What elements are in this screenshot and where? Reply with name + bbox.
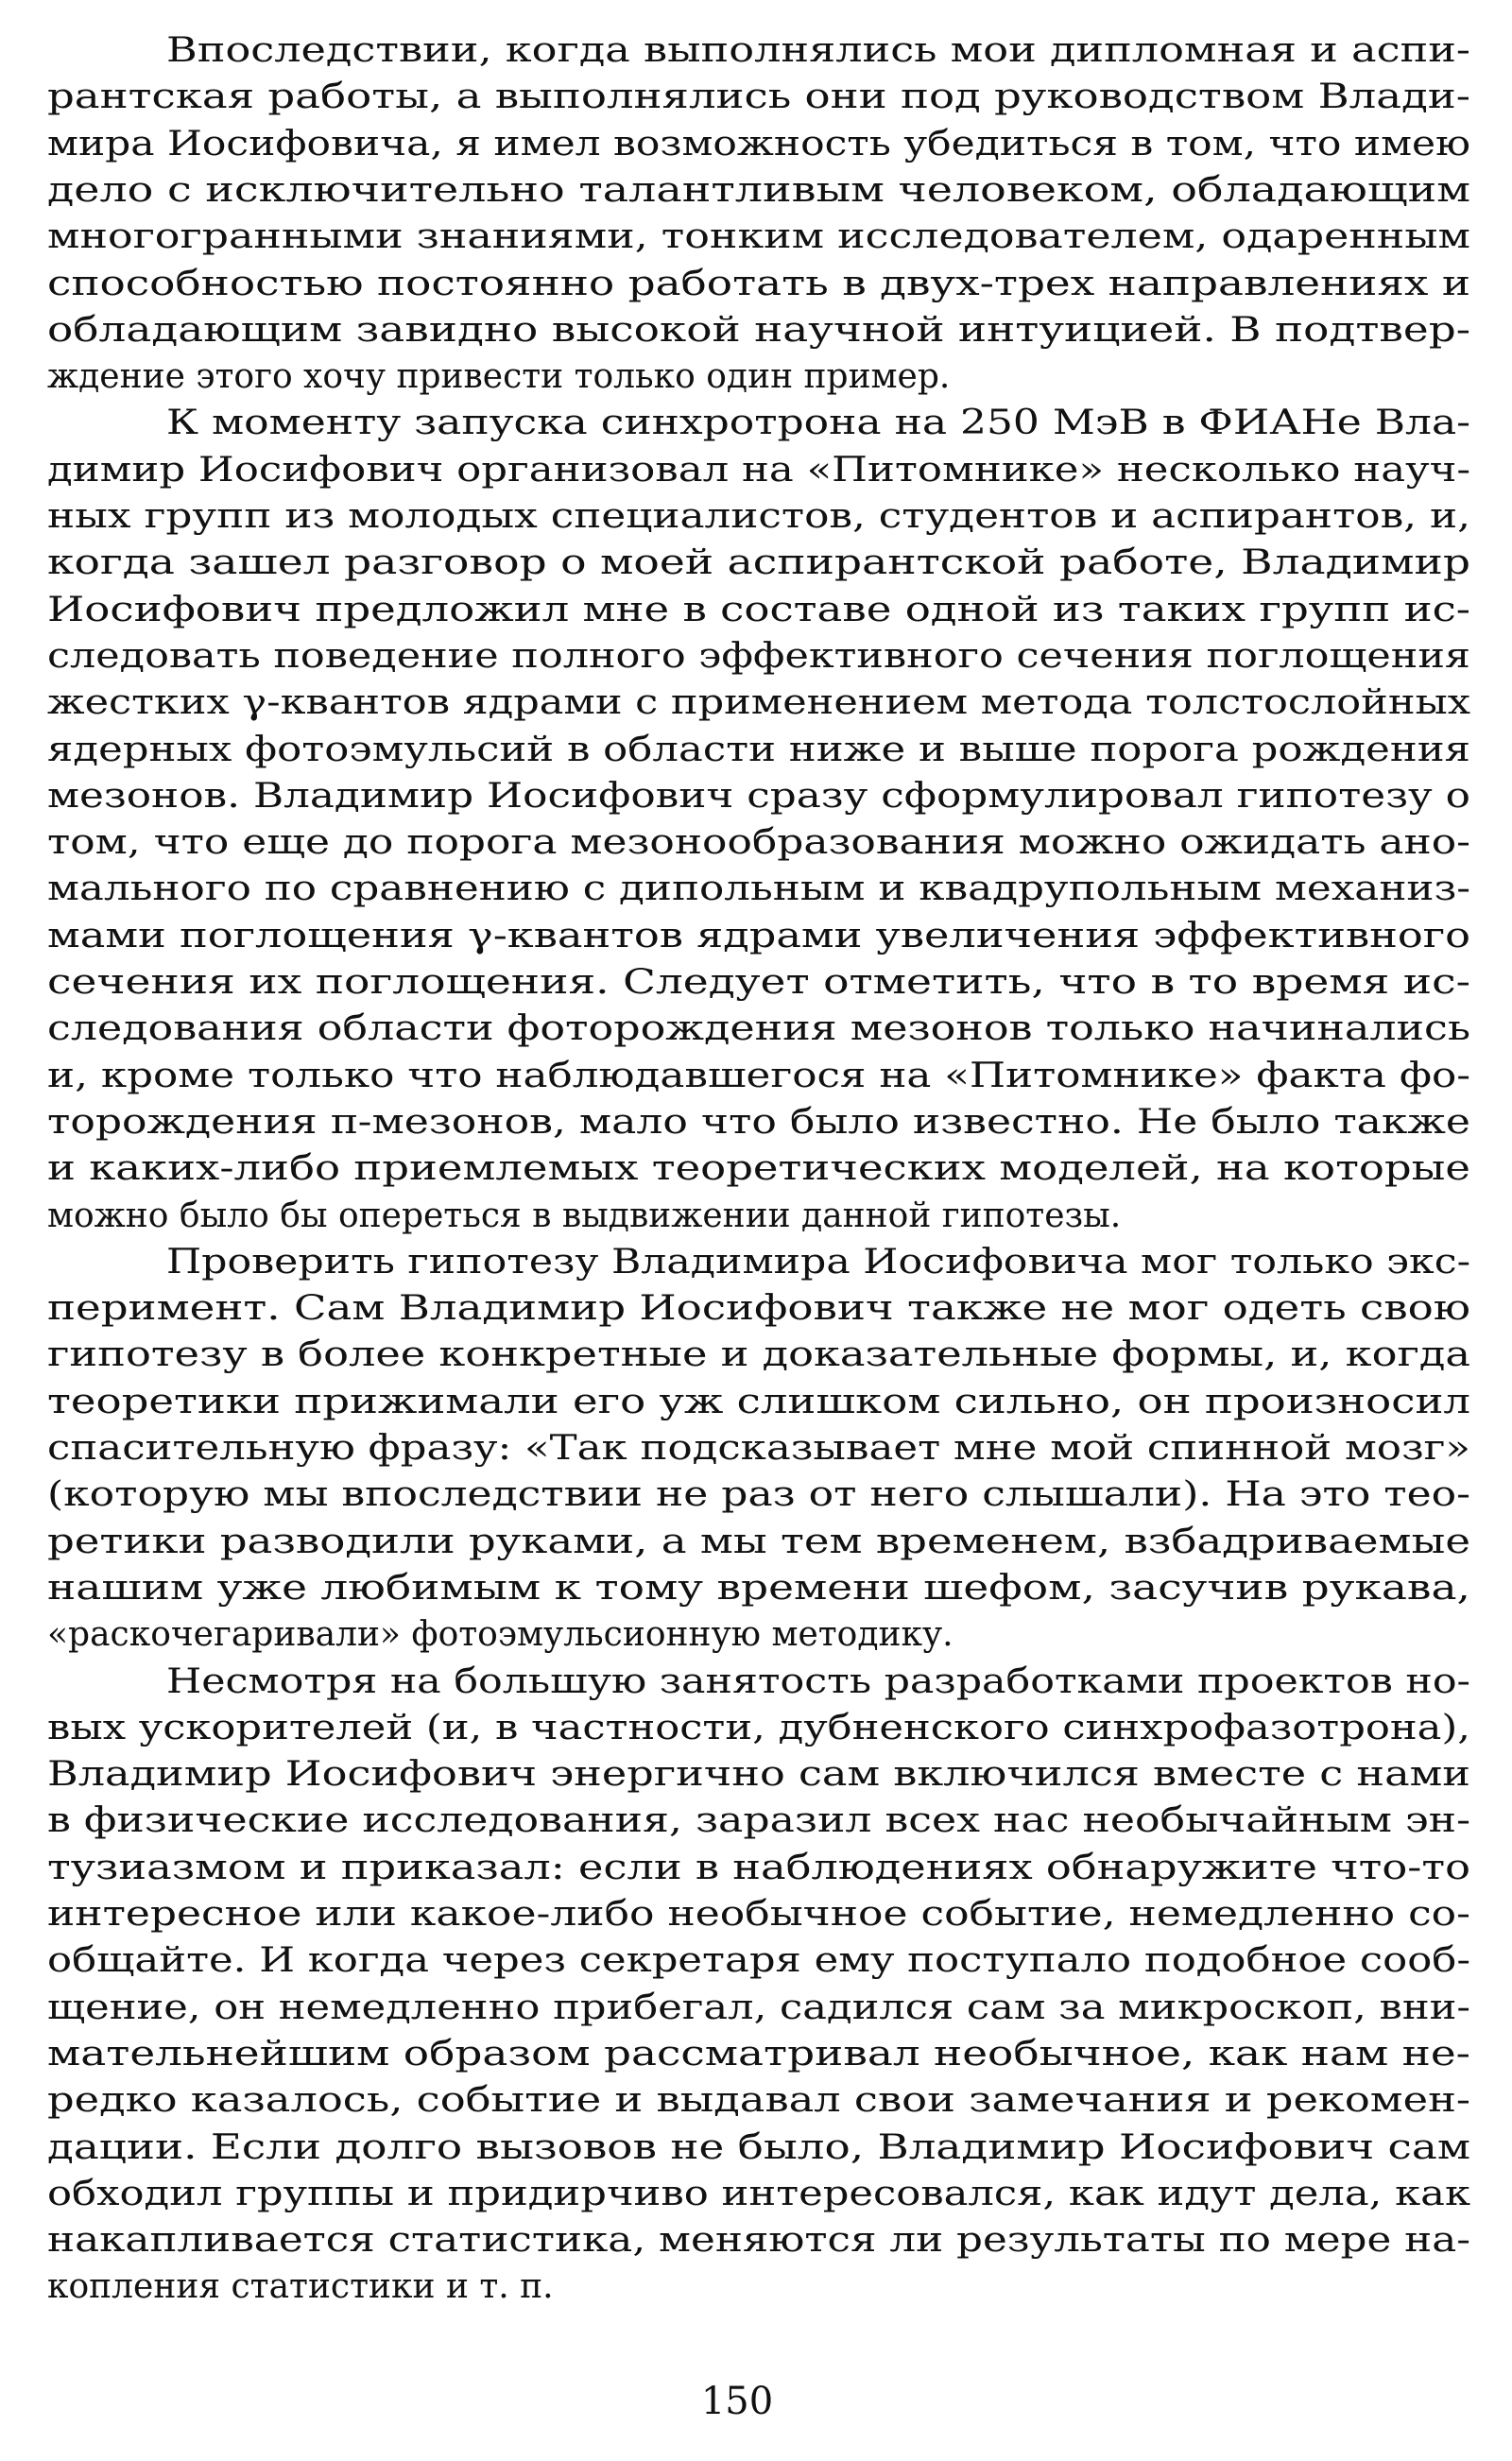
text-line	[0, 1100, 1512, 1145]
text-line-content: Иосифович предложил мне в составе одной из таких групп ис-	[47, 590, 1470, 629]
text-line-content: следования области фоторождения мезонов только начинались	[47, 1009, 1470, 1049]
text-line-content: жестких γ-квантов ядрами с применением метода толстослойных	[47, 683, 1470, 723]
text-line-content: мательнейшим образом рассматривал необычное, как нам не-	[47, 2034, 1470, 2074]
text-line	[0, 1892, 1512, 1937]
text-line-content: ретики разводили руками, а мы тем временем, взбадриваемые	[47, 1522, 1470, 1561]
text-line	[0, 28, 1512, 74]
text-line-content: мами поглощения γ-квантов ядрами увеличения эффективного	[47, 916, 1470, 955]
text-line	[0, 262, 1512, 307]
text-line-content: многогранными знаниями, тонким исследователем, одаренным	[47, 217, 1470, 257]
text-line	[0, 2264, 1512, 2310]
text-line	[0, 2218, 1512, 2263]
text-line-content: общайте. И когда через секретаря ему поступало подобное сооб-	[47, 1941, 1470, 1981]
text-line-content: сечения их поглощения. Следует отметить, что в то время ис-	[47, 963, 1470, 1002]
text-line-content: (которую мы впоследствии не раз от него слышали). На это тео-	[47, 1475, 1471, 1515]
text-line-content: редко казалось, событие и выдавал свои замечания и рекомен-	[47, 2081, 1470, 2121]
text-line	[0, 1194, 1512, 1239]
text-line	[0, 1660, 1512, 1705]
text-line-content: Проверить гипотезу Владимира Иосифовича мог только экс-	[166, 1242, 1470, 1282]
text-line-content: и каких-либо приемлемых теоретических моделей, на которые	[47, 1149, 1470, 1189]
text-line-content: способностью постоянно работать в двух-трех направлениях и	[47, 264, 1470, 303]
text-line-content: димир Иосифович организовал на «Питомнике» несколько науч-	[47, 450, 1470, 490]
text-line	[0, 1566, 1512, 1611]
text-line	[0, 680, 1512, 726]
text-line	[0, 2125, 1512, 2171]
page-number: 150	[700, 2380, 774, 2423]
text-line	[0, 541, 1512, 586]
text-line-content: дации. Если долго вызовов не было, Владимир Иосифович сам	[47, 2127, 1470, 2167]
text-line-content: «раскочегаривали» фотоэмульсионную методику.	[47, 1615, 954, 1655]
text-line-content: Несмотря на большую занятость разработками проектов но-	[166, 1661, 1470, 1701]
text-line-content: накапливается статистика, меняются ли результаты по мере на-	[47, 2221, 1470, 2261]
text-line	[0, 494, 1512, 540]
text-line	[0, 1146, 1512, 1192]
text-line	[0, 728, 1512, 773]
text-line	[0, 1798, 1512, 1844]
text-line-content: тузиазмом и приказал: если в наблюдениях обнаружите что-то	[47, 1848, 1470, 1887]
text-line	[0, 401, 1512, 446]
text-line	[0, 1426, 1512, 1471]
text-line-content: ных групп из молодых специалистов, студентов и аспирантов, и,	[47, 497, 1471, 536]
text-line-content: вых ускорителей (и, в частности, дубненского синхрофазотрона),	[47, 1708, 1470, 1747]
text-line	[0, 867, 1512, 912]
text-line-content: рантская работы, а выполнялись они под руководством Влади-	[47, 77, 1470, 117]
text-line-content: гипотезу в более конкретные и доказательные формы, и, когда	[47, 1335, 1470, 1375]
text-line-content: нашим уже любимым к тому времени шефом, засучив рукава,	[47, 1568, 1470, 1608]
text-line	[0, 774, 1512, 819]
text-line	[0, 122, 1512, 167]
text-line-content: копления статистики и т. п.	[47, 2267, 554, 2307]
text-line	[0, 308, 1512, 353]
text-line-content: обходил группы и придирчиво интересовался, как идут дела, как	[47, 2174, 1470, 2213]
text-line-content: можно было бы опереться в выдвижении данной гипотезы.	[47, 1196, 1122, 1235]
text-line-content: спасительную фразу: «Так подсказывает мне мой спинной мозг»	[47, 1429, 1470, 1468]
text-line-content: когда зашел разговор о моей аспирантской работе, Владимир	[47, 543, 1470, 583]
text-line	[0, 1054, 1512, 1099]
text-line	[0, 1612, 1512, 1658]
text-line	[0, 1520, 1512, 1565]
text-line	[0, 354, 1512, 400]
text-line-content: следовать поведение полного эффективного сечения поглощения	[47, 636, 1470, 676]
text-line-content: ядерных фотоэмульсий в области ниже и выше порога рождения	[47, 730, 1471, 769]
text-line	[0, 914, 1512, 959]
text-line-content: в физические исследования, заразил всех нас необычайным эн-	[47, 1801, 1470, 1841]
text-line-content: К моменту запуска синхротрона на 250 МэВ в ФИАНе Вла-	[166, 404, 1470, 443]
text-line-content: перимент. Сам Владимир Иосифович также не мог одеть свою	[47, 1289, 1470, 1329]
text-line-content: теоретики прижимали его уж слишком сильно, он произносил	[47, 1382, 1470, 1421]
text-line-content: Владимир Иосифович энергично сам включился вместе с нами	[47, 1755, 1470, 1795]
text-line	[0, 1333, 1512, 1378]
text-line	[0, 168, 1512, 214]
text-line	[0, 1986, 1512, 2031]
text-line	[0, 448, 1512, 493]
text-line	[0, 588, 1512, 633]
text-line-content: мезонов. Владимир Иосифович сразу сформулировал гипотезу о	[47, 776, 1470, 816]
text-line	[0, 1846, 1512, 1891]
text-line	[0, 1240, 1512, 1285]
text-line	[0, 1286, 1512, 1332]
text-line	[0, 960, 1512, 1006]
text-line-content: торождения π-мезонов, мало что было известно. Не было также	[47, 1102, 1471, 1142]
text-line-content: мального по сравнению с дипольным и квадрупольным механиз-	[47, 869, 1470, 909]
text-line	[0, 820, 1512, 866]
text-line-content: интересное или какое-либо необычное событие, немедленно со-	[47, 1895, 1470, 1934]
text-line	[0, 634, 1512, 680]
text-line	[0, 2032, 1512, 2077]
text-line	[0, 2172, 1512, 2217]
text-line	[0, 1007, 1512, 1052]
text-line-content: обладающим завидно высокой научной интуицией. В подтвер-	[47, 310, 1470, 350]
text-line-content: Впоследствии, когда выполнялись мои дипломная и аспи-	[166, 31, 1470, 70]
text-line	[0, 215, 1512, 260]
text-line	[0, 1380, 1512, 1425]
text-line	[0, 1472, 1512, 1518]
text-line	[0, 1752, 1512, 1798]
text-line-content: дело с исключительно талантливым человеком, обладающим	[47, 170, 1470, 210]
text-line	[0, 1938, 1512, 1984]
text-line	[0, 75, 1512, 120]
text-line-content: мира Иосифовича, я имел возможность убедиться в том, что имею	[47, 124, 1470, 163]
text-line	[0, 2078, 1512, 2124]
text-line-content: ждение этого хочу привести только один пример.	[47, 357, 951, 397]
text-line	[0, 1706, 1512, 1751]
text-line-content: щение, он немедленно прибегал, садился сам за микроскоп, вни-	[47, 1988, 1470, 2027]
text-line-content: и, кроме только что наблюдавшегося на «Питомнике» факта фо-	[47, 1056, 1471, 1095]
text-line-content: том, что еще до порога мезонообразования можно ожидать ано-	[47, 823, 1470, 863]
